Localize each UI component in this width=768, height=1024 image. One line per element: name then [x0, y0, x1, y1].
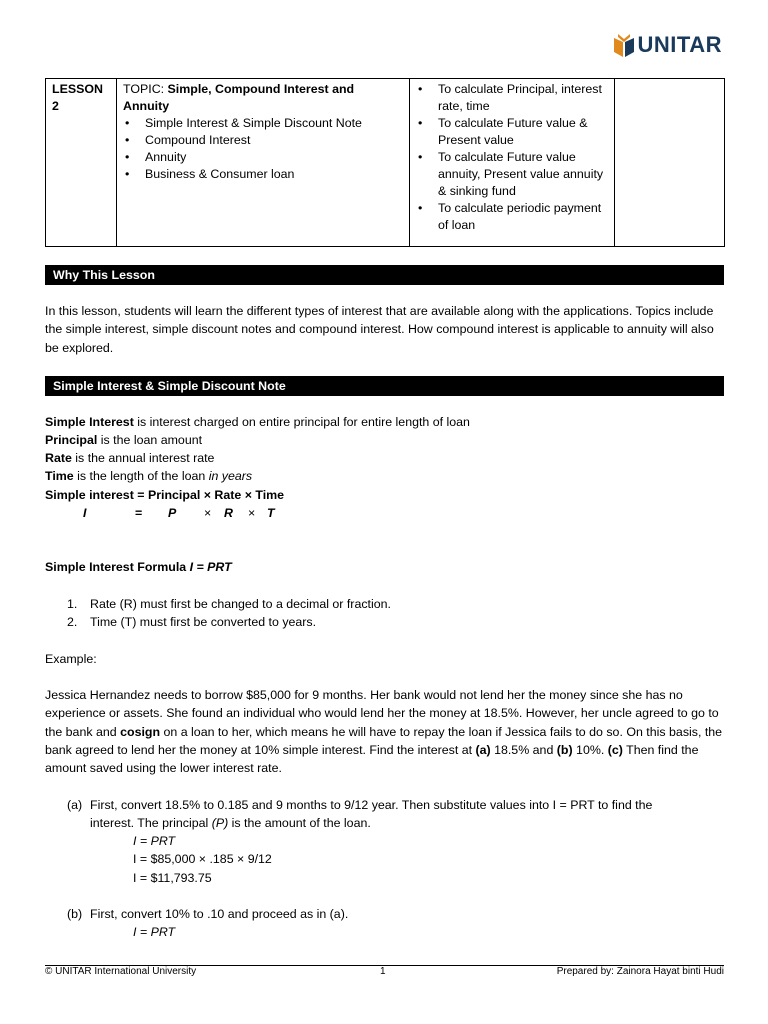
- part-b-text: First, convert 10% to .10 and proceed as in (a).: [90, 907, 349, 921]
- rule-number: 1.: [67, 597, 78, 611]
- calc-line: I = PRT: [133, 925, 176, 939]
- list-item: • Annuity: [145, 149, 403, 166]
- cosign-term: cosign: [120, 724, 161, 739]
- objectives-list: [416, 81, 608, 234]
- topic-title: Simple, Compound Interest and Annuity: [123, 82, 355, 113]
- term: Time: [45, 469, 74, 483]
- section-heading-simple-interest: Simple Interest & Simple Discount Note: [45, 376, 724, 396]
- list-item: • To calculate Future value & Present value: [438, 115, 608, 149]
- list-item: • To calculate Principal, interest rate, time: [438, 81, 608, 115]
- definition-principal: [45, 431, 202, 449]
- rule-item: Rate (R) must first be changed to a decimal or fraction.: [90, 597, 391, 611]
- list-item: • Business & Consumer loan: [145, 166, 403, 183]
- part-a-text: First, convert 18.5% to 0.185 and 9 months to 9/12 year. Then substitute values into I = PRT to find the: [90, 798, 653, 812]
- symbol-times: ×: [248, 506, 256, 520]
- logo-text: UNITAR: [637, 32, 722, 57]
- part-mark: (c): [607, 742, 623, 757]
- rule-item: Time (T) must first be converted to years.: [90, 615, 317, 629]
- formula-title: [45, 558, 232, 576]
- part-mark: (a): [475, 742, 491, 757]
- lesson-cell: LESSON 2: [46, 79, 117, 247]
- definition-text: is the annual interest rate: [71, 451, 215, 465]
- part-mark: (b): [556, 742, 573, 757]
- footer-page-number: 1: [380, 966, 386, 977]
- list-item: • To calculate Future value annuity, Present value annuity & sinking fund: [438, 149, 608, 200]
- list-item: • Simple Interest & Simple Discount Note: [145, 115, 403, 132]
- footer-right: Prepared by: Zainora Hayat binti Hudi: [556, 966, 724, 977]
- definition-simple-interest: [45, 413, 470, 431]
- topic-prefix: TOPIC:: [123, 82, 168, 96]
- symbol-i: I: [83, 506, 87, 520]
- part-text: 10%.: [572, 742, 608, 757]
- definition-time: [45, 467, 252, 485]
- objectives-cell: [410, 79, 615, 247]
- part-text: Then find the amount saved using the lower interest rate.: [45, 742, 699, 776]
- calc-line: I = $11,793.75: [133, 871, 212, 885]
- definition-text: is the loan amount: [97, 433, 203, 447]
- part-a-label: (a): [67, 798, 83, 812]
- definition-text: is interest charged on entire principal for entire length of loan: [133, 415, 470, 429]
- term: Rate: [45, 451, 72, 465]
- unitar-logo: [612, 32, 722, 58]
- formula-words: Simple interest = Principal × Rate × Time: [45, 488, 285, 502]
- calc-line: I = PRT: [133, 834, 176, 848]
- symbol-equals: =: [135, 506, 143, 520]
- example-text: Jessica Hernandez needs to borrow $85,000 for 9 months. Her bank would not lend her the money since she has no experience or assets. She found an individual who would lend her the money at 18.5%. However, her uncle agreed to go to the bank and: [45, 688, 719, 739]
- topic-list: [123, 115, 403, 183]
- list-item: • Compound Interest: [145, 132, 403, 149]
- formula-expression: I = PRT: [189, 560, 232, 574]
- example-paragraph: [45, 686, 725, 777]
- empty-cell: [615, 79, 725, 247]
- definition-italic: in years: [208, 469, 253, 483]
- example-label: Example:: [45, 652, 97, 666]
- symbol-t: T: [267, 506, 275, 520]
- topic-cell: [117, 79, 410, 247]
- footer-left: © UNITAR International University: [45, 966, 197, 977]
- why-paragraph: In this lesson, students will learn the different types of interest that are available along with the applications. Topics include the simple interest, simple discount notes and compound interest. How compound interest is applicable to annuity will also be explored.: [45, 304, 714, 355]
- part-text: 18.5% and: [490, 742, 557, 757]
- calc-line: I = $85,000 × .185 × 9/12: [133, 852, 272, 866]
- definition-text: is the length of the loan: [73, 469, 209, 483]
- formula-label: Simple Interest Formula: [45, 560, 190, 574]
- symbol-p: P: [168, 506, 177, 520]
- part-a-text-pre: interest. The principal: [90, 816, 212, 830]
- list-item: • To calculate periodic payment of loan: [438, 200, 608, 234]
- rule-number: 2.: [67, 615, 78, 629]
- part-a-p: (P): [211, 816, 229, 830]
- symbol-times: ×: [204, 506, 212, 520]
- symbol-r: R: [224, 506, 233, 520]
- part-b-label: (b): [67, 907, 83, 921]
- part-a-text-post: is the amount of the loan.: [228, 816, 371, 830]
- term: Simple Interest: [45, 415, 134, 429]
- lesson-table: [45, 78, 725, 247]
- section-heading-why: Why This Lesson: [45, 265, 724, 285]
- part-a-text: [90, 814, 371, 832]
- unitar-book-icon: [612, 32, 636, 58]
- term: Principal: [45, 433, 98, 447]
- definition-rate: [45, 449, 214, 467]
- example-text: on a loan to her, which means he will have to repay the loan if Jessica fails to do so. On this basis, the bank agreed to lend her the money at 10% simple interest. Find the interest at: [45, 724, 723, 757]
